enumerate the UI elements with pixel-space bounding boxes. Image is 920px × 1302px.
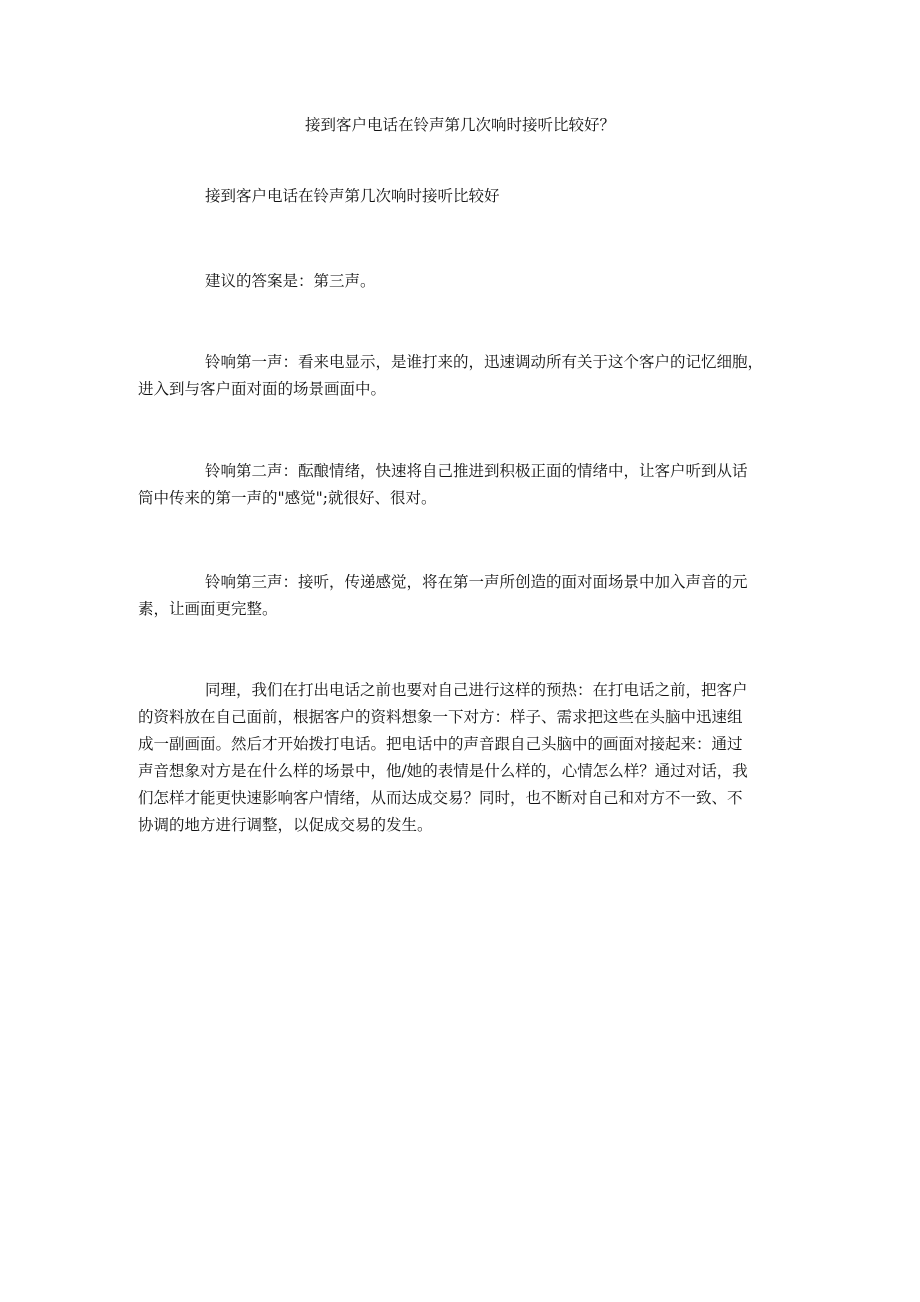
text-line: 的资料放在自己面前，根据客户的资料想象一下对方：样子、需求把这些在头脑中迅速组 — [138, 708, 743, 726]
text-line: 建议的答案是：第三声。 — [205, 272, 376, 290]
text-line: 同理，我们在打出电话之前也要对自己进行这样的预热：在打电话之前，把客户 — [205, 681, 748, 699]
text-line: 协调的地方进行调整，以促成交易的发生。 — [138, 816, 433, 834]
text-line: 铃响第一声：看来电显示，是谁打来的，迅速调动所有关于这个客户的记忆细胞， — [205, 353, 764, 371]
paragraph-answer — [138, 268, 788, 295]
text-line: 接到客户电话在铃声第几次响时接听比较好 — [205, 187, 500, 205]
text-line: 铃响第三声：接听，传递感觉，将在第一声所创造的面对面场景中加入声音的元 — [205, 573, 748, 591]
paragraph-conclusion — [138, 677, 788, 839]
paragraph-second-ring — [138, 458, 788, 512]
paragraph-first-ring — [138, 349, 788, 403]
paragraph-third-ring — [138, 569, 788, 623]
text-line: 进入到与客户面对面的场景画面中。 — [138, 380, 387, 398]
text-line: 成一副画面。然后才开始拨打电话。把电话中的声音跟自己头脑中的画面对接起来：通过 — [138, 735, 743, 753]
text-line: 铃响第二声：酝酿情绪，快速将自己推进到积极正面的情绪中，让客户听到从话 — [205, 462, 748, 480]
text-line: 筒中传来的第一声的"感觉";就很好、很对。 — [138, 489, 437, 507]
paragraph-subtitle — [138, 183, 788, 210]
text-line: 声音想象对方是在什么样的场景中，他/她的表情是什么样的，心情怎么样？通过对话，我 — [138, 762, 748, 780]
text-line: 们怎样才能更快速影响客户情绪，从而达成交易？同时，也不断对自己和对方不一致、不 — [138, 789, 743, 807]
document-title: 接到客户电话在铃声第几次响时接听比较好？ — [304, 116, 615, 134]
text-line: 素，让画面更完整。 — [138, 600, 278, 618]
